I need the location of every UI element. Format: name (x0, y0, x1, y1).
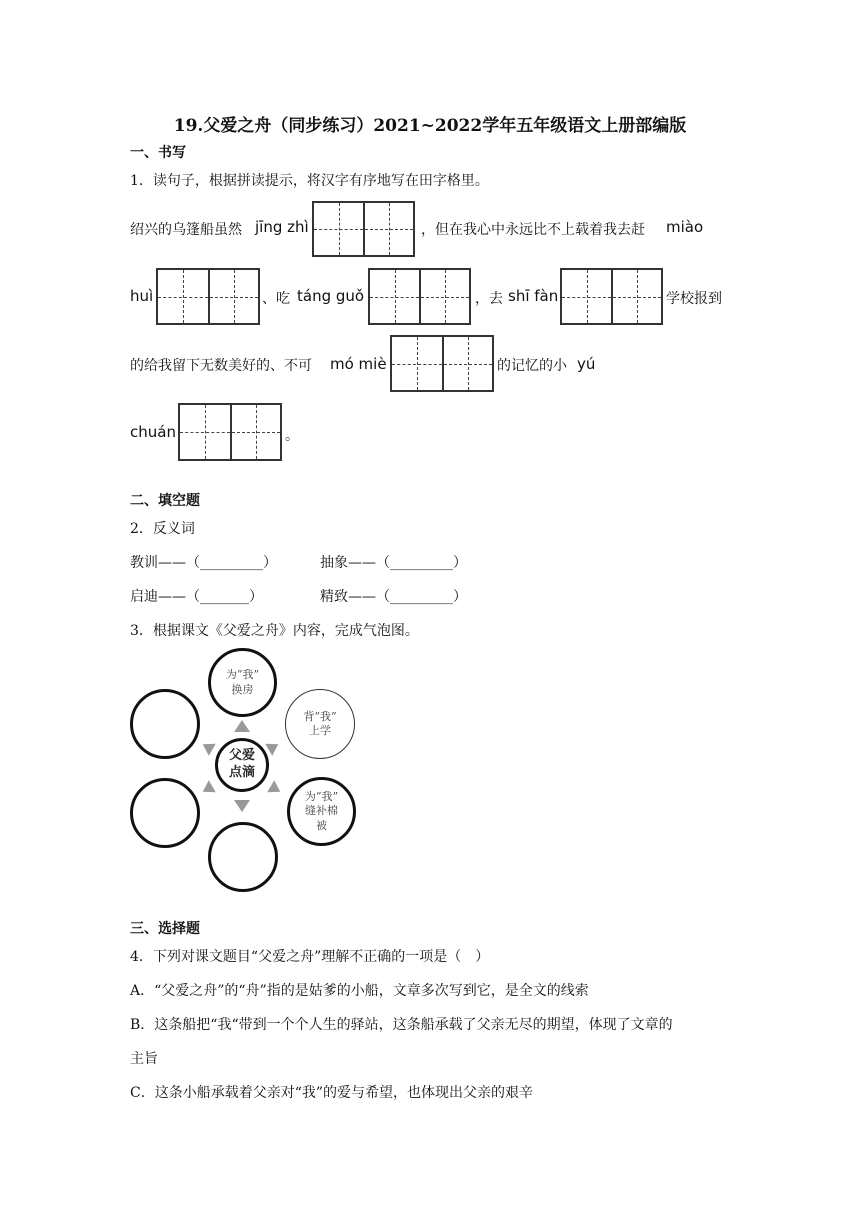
sentence-line-3-text-b: 的记忆的小 (497, 358, 567, 374)
antonym-blank-jiaoxun[interactable]: 教训——（_________） (130, 555, 277, 571)
option-c[interactable]: C．这条小船承载着父亲对“我”的爱与希望，也体现出父亲的艰辛 (130, 1085, 534, 1101)
pinyin-yu: yú (577, 355, 596, 373)
arrow-up-right-icon (265, 738, 282, 756)
writing-grid-yuchuan[interactable] (178, 403, 282, 461)
sentence-line-4-end: 。 (285, 428, 299, 444)
bubble-center: 父爱 点滴 (215, 738, 269, 792)
arrow-up-left-icon (199, 738, 216, 756)
sentence-line-2-text-b: ，去 (475, 291, 503, 307)
bubble-bottom-empty[interactable] (208, 822, 278, 892)
pinyin-miao: miào (666, 218, 704, 236)
bubble-top: 为“我” 换房 (208, 648, 277, 717)
arrow-down-left-icon (199, 780, 216, 798)
question-3-prompt: 3．根据课文《父爱之舟》内容，完成气泡图。 (130, 623, 419, 639)
pinyin-shifan: shī fàn (508, 287, 559, 305)
antonym-blank-qidi[interactable]: 启迪——（_______） (130, 589, 263, 605)
worksheet-title: 19.父爱之舟（同步练习）2021~2022学年五年级语文上册部编版 (173, 116, 687, 136)
pinyin-momie: mó miè (330, 355, 387, 373)
arrow-down-icon (234, 800, 250, 812)
antonym-blank-chouxiang[interactable]: 抽象——（_________） (320, 555, 467, 571)
option-b-line-1[interactable]: B．这条船把“我“带到一个个人生的驿站，这条船承载了父亲无尽的期望，体现了文章的 (130, 1017, 673, 1033)
section-heading-writing: 一、书写 (130, 145, 186, 161)
bubble-right-bottom: 为“我” 缝补棉 被 (287, 777, 356, 846)
writing-grid-momie[interactable] (390, 335, 494, 392)
pinyin-tangguo: táng guǒ (297, 287, 365, 305)
arrow-up-icon (234, 720, 250, 732)
sentence-line-3-text-a: 的给我留下无数美好的、不可 (130, 358, 312, 374)
writing-grid-miaohui[interactable] (156, 268, 260, 325)
section-heading-fill-blank: 二、填空题 (130, 493, 200, 509)
sentence-line-2-text-c: 学校报到 (666, 291, 722, 307)
arrow-down-right-icon (267, 780, 284, 798)
pinyin-jingzhi: jīng zhì (255, 218, 309, 236)
sentence-line-1-text: 绍兴的乌篷船虽然 (130, 222, 242, 238)
writing-grid-shifan[interactable] (560, 268, 663, 325)
section-heading-multiple-choice: 三、选择题 (130, 921, 200, 937)
sentence-line-1-text-b: ，但在我心中永远比不上载着我去赶 (421, 222, 645, 238)
bubble-right-top: 背“我” 上学 (285, 689, 355, 759)
pinyin-chuan: chuán (130, 423, 176, 441)
question-1-prompt: 1．读句子，根据拼读提示，将汉字有序地写在田字格里。 (130, 173, 489, 189)
sentence-line-2-text-a: 、吃 (262, 291, 290, 307)
question-2-prompt: 2．反义词 (130, 521, 195, 537)
antonym-blank-jingzhi[interactable]: 精致——（_________） (320, 589, 467, 605)
option-a[interactable]: A．“父爱之舟”的“舟”指的是姑爹的小船，文章多次写到它，是全文的线索 (130, 983, 589, 999)
pinyin-hui: huì (130, 287, 154, 305)
bubble-left-top-empty[interactable] (130, 689, 200, 759)
writing-grid-tangguo[interactable] (368, 268, 471, 325)
bubble-left-bottom-empty[interactable] (130, 778, 200, 848)
writing-grid-jingzhi[interactable] (312, 201, 415, 257)
option-b-line-2[interactable]: 主旨 (130, 1051, 158, 1067)
question-4-prompt: 4．下列对课文题目“父爱之舟”理解不正确的一项是（ ） (130, 949, 490, 965)
